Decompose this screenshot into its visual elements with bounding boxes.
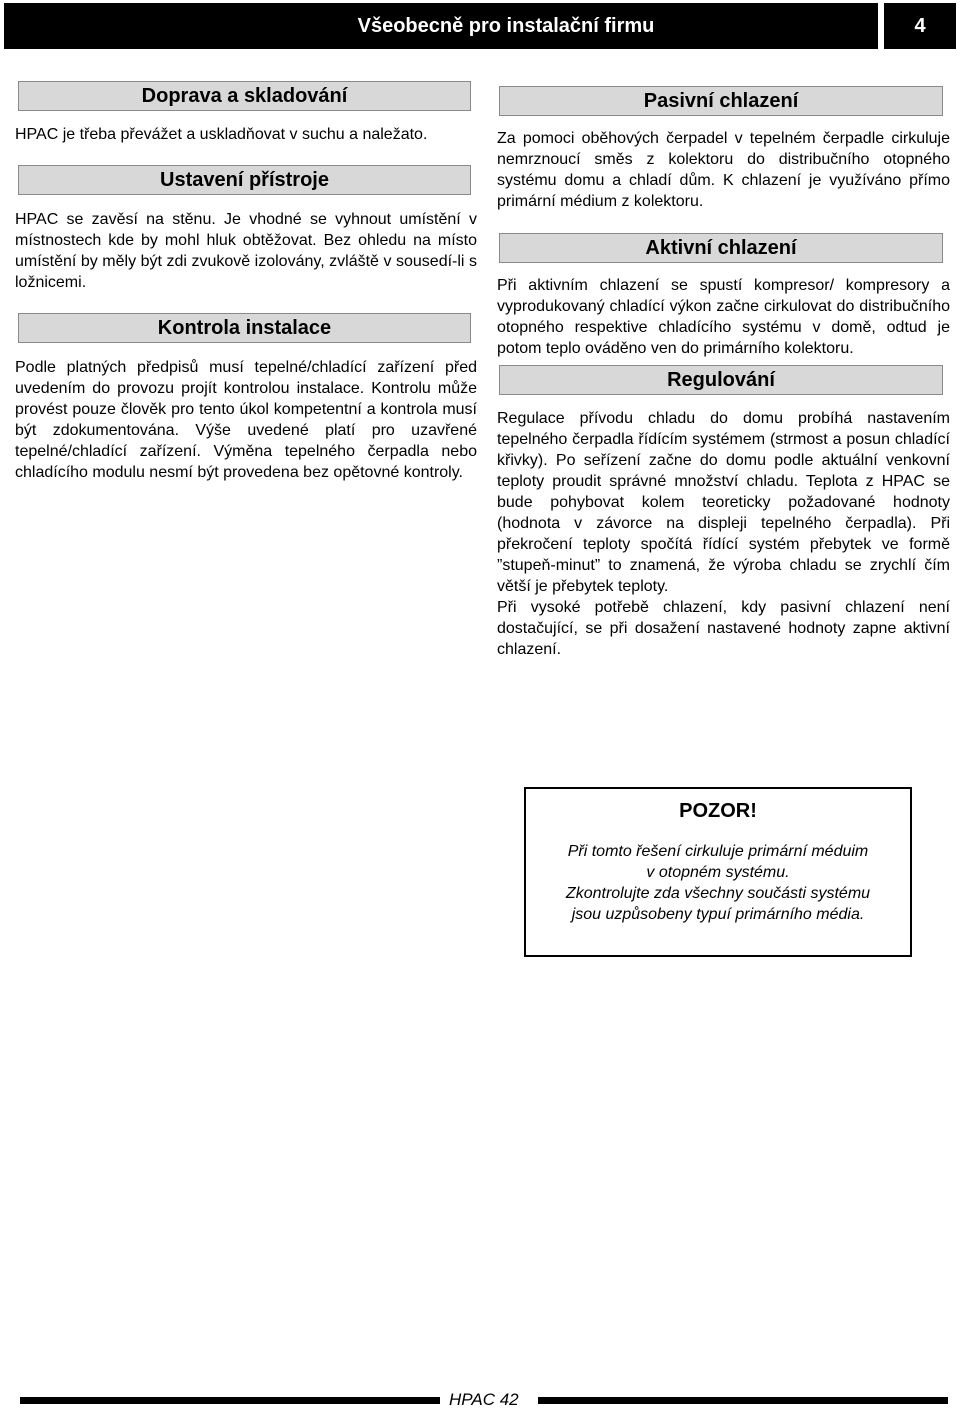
page-number: 4 [884,3,956,49]
warning-line: v otopném systému. [646,864,790,881]
warning-line: Zkontrolujte zda všechny součásti systému [565,885,871,902]
footer-label: HPAC 42 [449,1390,519,1409]
heading-transport: Doprava a skladování [18,81,471,111]
footer-rule-left [20,1397,440,1404]
text-regulation-2: Při vysoké potřebě chlazení, kdy pasivní chlazení není dostačující, se při dosažení nastavené hodnoty zapne aktivní chlazení. [497,599,950,658]
heading-regulation: Regulování [499,365,943,395]
header-title: Všeobecně pro instalační firmu [4,3,878,49]
warning-body [526,841,910,925]
text-passive-cooling: Za pomoci oběhových čerpadel v tepelném čerpadle cirkuluje nemrznoucí směs z kolektoru do distribučního otopného systému domu a chladí dům. K chlazení je využíváno přímo primární médium z kolektoru. [497,130,950,210]
text-regulation-1: Regulace přívodu chladu do domu probíhá nastavením tepelného čerpadla řídícím systémem (strmost a posun chladící křivky). Po seřízení začne do domu podle aktuální venkovní teploty proudit správné množství chladu. Teplota z HPAC se bude pohybovat kolem teoreticky požadované hodnoty (hodnota v závorce na displeji tepelného čerpadla). Při překročení teploty spočítá řídící systém přebytek ve formě ”stupeň-minut” to znamená, že výroba chladu se zrychlí čím větší je přebytek teploty. [497,410,950,595]
left-column [15,81,477,483]
footer-rule-right [538,1397,948,1404]
page-header [4,3,956,49]
warning-box [524,787,912,957]
text-inspection: Podle platných předpisů musí tepelné/chladící zařízení před uvedením do provozu projít kontrolou instalace. Kontrolu může provést pouze člověk pro tento úkol kompetentní a kontrola musí být zdokumentována. Výše uvedené platí pro uzavřené tepelné/chladící zařízení. Výměna tepelného čerpadla nebo chladícího modulu nesmí být provedena bez opětovné kontroly. [15,359,477,481]
warning-title: POZOR! [679,800,757,822]
right-column [497,86,950,660]
heading-passive-cooling: Pasivní chlazení [499,86,943,116]
warning-line: jsou uzpůsobeny typuí primárního média. [571,906,865,923]
heading-active-cooling: Aktivní chlazení [499,233,943,263]
text-transport: HPAC je třeba převážet a uskladňovat v suchu a naležato. [15,126,428,143]
heading-inspection: Kontrola instalace [18,313,471,343]
warning-line: Při tomto řešení cirkuluje primární méduim [567,843,869,860]
text-placement: HPAC se zavěsí na stěnu. Je vhodné se vyhnout umístění v místnostech kde by mohl hluk obtěžovat. Bez ohledu na místo umístění by měly být zdi zvukově izolovány, zvláště v sousedí-li s ložnicemi. [15,211,477,291]
text-active-cooling: Při aktivním chlazení se spustí kompresor/ kompresory a vyprodukovaný chladící výkon začne cirkulovat do distribučního otopného respektive chladícího systému v domě, odtud je potom teplo ováděno ven do primárního kolektoru. [497,277,950,357]
heading-placement: Ustavení přístroje [18,165,471,195]
